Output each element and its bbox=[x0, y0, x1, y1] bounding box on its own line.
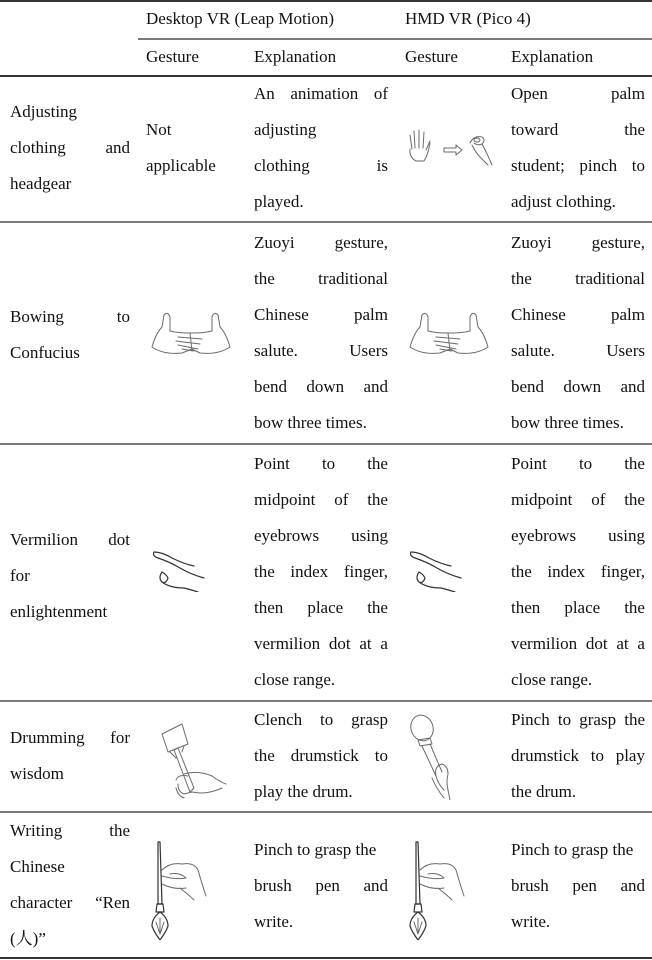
index-finger-point-icon bbox=[407, 548, 471, 592]
top-rule bbox=[0, 0, 652, 2]
bottom-rule bbox=[0, 957, 652, 959]
zuoyi-salute-hands-icon bbox=[406, 309, 492, 359]
header-group-desktop: Desktop VR (Leap Motion) bbox=[146, 9, 335, 28]
row-divider bbox=[0, 443, 652, 445]
desktop-gesture-cell: Not applicable bbox=[146, 120, 216, 175]
activity-cell: Writing the Chinese character “Ren (人)” bbox=[10, 821, 130, 948]
pinch-grasp-drumstick-icon bbox=[402, 712, 462, 800]
hmd-explanation-cell: Pinch to grasp the brush pen and write. bbox=[511, 840, 645, 931]
activity-cell: Adjusting clothing and headgear bbox=[10, 102, 130, 193]
header-hmd-gesture: Gesture bbox=[405, 47, 458, 66]
hmd-explanation-cell: Pinch to grasp the drumstick to play the drum. bbox=[511, 710, 645, 801]
desktop-explanation-cell: An animation of adjusting clothing is played. bbox=[254, 84, 388, 211]
group-header-rule bbox=[138, 38, 652, 40]
hmd-explanation-cell: Open palm toward the student; pinch to adjust clothing. bbox=[511, 84, 645, 211]
hmd-explanation-cell: Zuoyi gesture, the traditional Chinese palm salute. Users bend down and bow three times. bbox=[511, 233, 645, 432]
desktop-explanation-cell: Point to the midpoint of the eyebrows using the index finger, then place the vermilion dot at a close range. bbox=[254, 454, 388, 689]
pinch-brush-pen-icon bbox=[150, 840, 210, 940]
activity-cell: Bowing to Confucius bbox=[10, 307, 130, 362]
index-finger-point-icon bbox=[150, 548, 214, 592]
zuoyi-salute-hands-icon bbox=[148, 309, 234, 359]
open-palm-to-pinch-icon bbox=[406, 121, 496, 166]
activity-cell: Vermilion dot for enlightenment bbox=[10, 530, 130, 621]
desktop-explanation-cell: Clench to grasp the drumstick to play the drum. bbox=[254, 710, 388, 801]
header-desktop-gesture: Gesture bbox=[146, 47, 199, 66]
pinch-brush-pen-icon bbox=[408, 840, 468, 940]
desktop-explanation-cell: Pinch to grasp the brush pen and write. bbox=[254, 840, 388, 931]
activity-cell: Drumming for wisdom bbox=[10, 728, 130, 783]
row-divider bbox=[0, 221, 652, 223]
fist-grasp-drumstick-icon bbox=[148, 708, 228, 800]
desktop-explanation-cell: Zuoyi gesture, the traditional Chinese palm salute. Users bend down and bow three times. bbox=[254, 233, 388, 432]
hmd-explanation-cell: Point to the midpoint of the eyebrows using the index finger, then place the vermilion dot at a close range. bbox=[511, 454, 645, 689]
header-group-hmd: HMD VR (Pico 4) bbox=[405, 9, 531, 28]
header-hmd-explanation: Explanation bbox=[511, 47, 594, 66]
header-desktop-explanation: Explanation bbox=[254, 47, 337, 66]
